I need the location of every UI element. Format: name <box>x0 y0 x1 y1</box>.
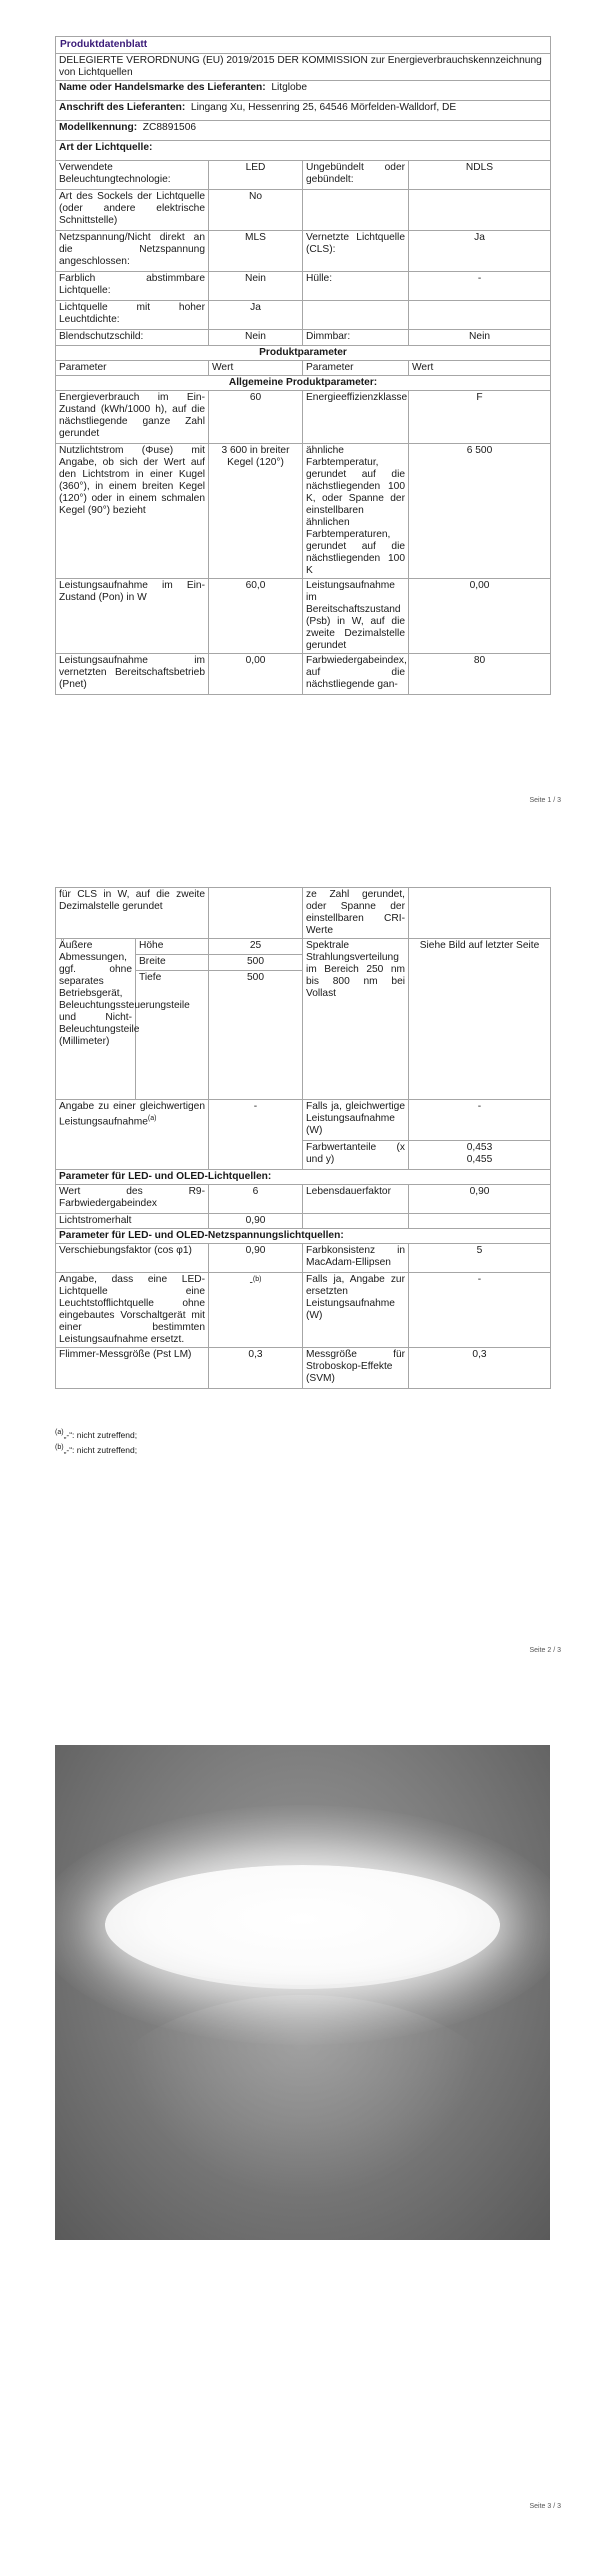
dimensions-label: Äußere Abmessungen, ggf. ohne separates Betriebsgerät, Beleuchtungssteuerungsteile und Nicht-Beleuchtungsteile (Millimeter) <box>56 939 136 1100</box>
chromaticity-label: Farbwertanteile (x und y) <box>303 1141 409 1170</box>
param-label: Angabe, dass eine LED-Lichtquelle eine Leuchtstofflichtquelle ohne eingebautes Vorschaltgerät mit einer bestimmten Leistungsaufnahme ersetzt. <box>56 1273 209 1348</box>
led-params-header: Parameter für LED- und OLED-Lichtquellen: <box>56 1170 551 1185</box>
supplier-name-label: Name oder Handelsmarke des Lieferanten: <box>59 82 266 93</box>
param-value: 0,90 <box>209 1244 303 1273</box>
supplier-name-value: Litglobe <box>271 82 308 93</box>
footnote-b <box>55 1442 137 1456</box>
param-value: 0,3 <box>409 1348 551 1389</box>
param-label: Farbkonsistenz in MacAdam-Ellipsen <box>303 1244 409 1273</box>
supplier-address-label: Anschrift des Lieferanten: <box>59 102 186 113</box>
regulation-subtitle: DELEGIERTE VERORDNUNG (EU) 2019/2015 DER KOMMISSION zur Energieverbrauchskennzeichnung von Lichtquellen <box>56 54 551 81</box>
param-value: 0,3 <box>209 1348 303 1389</box>
dimension-value: 500 <box>209 955 303 971</box>
param-value: 5 <box>409 1244 551 1273</box>
chromaticity-values <box>409 1141 551 1170</box>
equivalent-power-watts-value: - <box>409 1100 551 1141</box>
param-value: NDLS <box>409 161 551 190</box>
general-params-header: Allgemeine Produktparameter: <box>56 376 551 391</box>
param-label: Leistungsaufnahme im Bereitschaftszustand (Psb) in W, auf die zweite Dezimalstelle gerundet <box>303 579 409 654</box>
param-label: Nutzlichtstrom (Φuse) mit Angabe, ob sich der Wert auf den Lichtstrom in einer Kugel (360°), in einem breiten Kegel (120°) oder in einem schmalen Kegel (90°) bezieht <box>56 444 209 579</box>
table-row <box>56 1185 551 1214</box>
column-header-parameter: Parameter <box>303 361 409 376</box>
table-row <box>56 161 551 190</box>
replace-value: - <box>249 1277 253 1289</box>
product-params-header: Produktparameter <box>56 346 551 361</box>
param-label: Energieverbrauch im Ein-Zustand (kWh/1000 h), auf die nächstliegende ganze Zahl gerundet <box>56 391 209 444</box>
param-value: 0,00 <box>209 654 303 695</box>
product-datasheet-page-1 <box>55 36 550 695</box>
ceiling-lamp-photo <box>55 1745 550 2240</box>
model-label: Modellkennung: <box>59 122 138 133</box>
column-header-value: Wert <box>409 361 551 376</box>
param-label: Flimmer-Messgröße (Pst LM) <box>56 1348 209 1389</box>
chromaticity-y: 0,455 <box>466 1154 493 1165</box>
page-number: Seite 1 / 3 <box>529 797 561 804</box>
param-label: Lichtquelle mit hoher Leuchtdichte: <box>56 301 209 330</box>
param-label: Art des Sockels der Lichtquelle (oder andere elektrische Schnittstelle) <box>56 190 209 231</box>
dimension-value: 500 <box>209 971 303 1100</box>
column-header-row <box>56 361 551 376</box>
table-row <box>56 391 551 444</box>
param-label: Leistungsaufnahme im vernetzten Bereitschaftsbetrieb (Pnet) <box>56 654 209 695</box>
model-value: ZC8891506 <box>142 122 197 133</box>
datasheet-table-continued <box>55 887 551 1389</box>
model-row <box>56 121 551 141</box>
footnote-ref: (a) <box>147 1115 157 1122</box>
param-label <box>303 190 409 231</box>
table-row <box>56 301 551 330</box>
product-datasheet-page-2 <box>55 887 550 1389</box>
supplier-address-value: Lingang Xu, Hessenring 25, 64546 Mörfelden-Walldorf, DE <box>190 102 457 113</box>
param-label: Messgröße für Stroboskop-Effekte (SVM) <box>303 1348 409 1389</box>
table-row <box>56 231 551 272</box>
param-label: Blendschutzschild: <box>56 330 209 346</box>
table-row <box>56 939 551 955</box>
equivalent-power-watts-label: Falls ja, gleichwertige Leistungsaufnahme (W) <box>303 1100 409 1141</box>
page-1 <box>0 0 603 825</box>
dimension-value: 25 <box>209 939 303 955</box>
param-label: Hülle: <box>303 272 409 301</box>
lamp-reflection <box>95 1995 510 2225</box>
param-value: 0,00 <box>409 579 551 654</box>
supplier-name-row <box>56 81 551 101</box>
supplier-address-row <box>56 101 551 121</box>
table-row <box>56 272 551 301</box>
chromaticity-x: 0,453 <box>466 1142 493 1153</box>
param-label: Ungebündelt oder gebündelt: <box>303 161 409 190</box>
param-value: F <box>409 391 551 444</box>
table-row <box>56 1100 551 1141</box>
param-value: Nein <box>209 272 303 301</box>
table-row <box>56 888 551 939</box>
dimension-name: Höhe <box>136 939 209 955</box>
light-source-type-header: Art der Lichtquelle: <box>56 141 551 161</box>
param-label: Verschiebungsfaktor (cos φ1) <box>56 1244 209 1273</box>
table-row <box>56 1244 551 1273</box>
page-2 <box>0 825 603 1665</box>
dimension-name: Breite <box>136 955 209 971</box>
param-value: Nein <box>409 330 551 346</box>
page-3 <box>0 1665 603 2560</box>
param-label: Vernetzte Lichtquelle (CLS): <box>303 231 409 272</box>
equivalent-power-text: Angabe zu einer gleichwertigen Leistungsaufnahme <box>59 1101 205 1128</box>
spectral-label: Spektrale Strahlungsverteilung im Bereich 250 nm bis 800 nm bei Vollast <box>303 939 409 1100</box>
param-value: 6 <box>209 1185 303 1214</box>
footnote-text: „-“: nicht zutreffend; <box>63 1444 138 1455</box>
equivalent-power-value: - <box>209 1100 303 1170</box>
param-value: No <box>209 190 303 231</box>
param-value: 80 <box>409 654 551 695</box>
param-label: Leistungsaufnahme im Ein-Zustand (Pon) in W <box>56 579 209 654</box>
ceiling-lamp-diffuser <box>105 1865 500 1985</box>
param-value <box>409 301 551 330</box>
param-value: Ja <box>209 301 303 330</box>
param-value: 6 500 <box>409 444 551 579</box>
table-row <box>56 1348 551 1389</box>
param-label: Dimmbar: <box>303 330 409 346</box>
param-label: ze Zahl gerundet, oder Spanne der einstellbaren CRI-Werte <box>303 888 409 939</box>
param-label <box>303 301 409 330</box>
footnote-a <box>55 1427 137 1441</box>
table-row <box>56 654 551 695</box>
param-label: Farblich abstimmbare Lichtquelle: <box>56 272 209 301</box>
param-label: Falls ja, Angabe zur ersetzten Leistungsaufnahme (W) <box>303 1273 409 1348</box>
param-value <box>209 1273 303 1348</box>
page-title: Produktdatenblatt <box>56 37 551 54</box>
table-row <box>56 1214 551 1229</box>
table-row <box>56 190 551 231</box>
table-row <box>56 330 551 346</box>
footnote-ref: (b) <box>252 1276 262 1283</box>
param-label: Lebensdauerfaktor <box>303 1185 409 1214</box>
param-value: 0,90 <box>209 1214 303 1229</box>
param-value: MLS <box>209 231 303 272</box>
dimension-name: Tiefe <box>136 971 209 1100</box>
param-label: für CLS in W, auf die zweite Dezimalstelle gerundet <box>56 888 209 939</box>
param-label: Verwendete Beleuchtungtechnologie: <box>56 161 209 190</box>
param-label: Lichtstromerhalt <box>56 1214 209 1229</box>
param-value: 3 600 in breiter Kegel (120°) <box>209 444 303 579</box>
param-value: - <box>409 1273 551 1348</box>
param-value: 60 <box>209 391 303 444</box>
footnote-mark: (a) <box>55 1429 64 1436</box>
page-number: Seite 2 / 3 <box>529 1647 561 1654</box>
param-value <box>409 190 551 231</box>
param-value: LED <box>209 161 303 190</box>
param-value: Ja <box>409 231 551 272</box>
footnote-text: „-“: nicht zutreffend; <box>63 1429 138 1440</box>
table-row <box>56 579 551 654</box>
column-header-value: Wert <box>209 361 303 376</box>
datasheet-table <box>55 36 551 695</box>
param-value: Nein <box>209 330 303 346</box>
column-header-parameter: Parameter <box>56 361 209 376</box>
mains-params-header: Parameter für LED- und OLED-Netzspannungslichtquellen: <box>56 1229 551 1244</box>
page-number: Seite 3 / 3 <box>529 2503 561 2510</box>
param-label: Wert des R9-Farbwiedergabeindex <box>56 1185 209 1214</box>
table-row <box>56 444 551 579</box>
equivalent-power-label <box>56 1100 209 1170</box>
footnote-mark: (b) <box>55 1444 64 1451</box>
param-value: 60,0 <box>209 579 303 654</box>
param-value: - <box>409 272 551 301</box>
param-label: Farbwiedergabeindex, auf die nächstliegende gan- <box>303 654 409 695</box>
param-label: ähnliche Farbtemperatur, gerundet auf die nächstliegenden 100 K, oder Spanne der einstellbaren ähnlichen Farbtemperaturen, gerundet auf die nächstliegenden 100 K <box>303 444 409 579</box>
spectral-value: Siehe Bild auf letzter Seite <box>409 939 551 1100</box>
param-label: Netzspannung/Nicht direkt an die Netzspannung angeschlossen: <box>56 231 209 272</box>
param-label: Energieeffizienzklasse <box>303 391 409 444</box>
param-value: 0,90 <box>409 1185 551 1214</box>
table-row <box>56 1273 551 1348</box>
